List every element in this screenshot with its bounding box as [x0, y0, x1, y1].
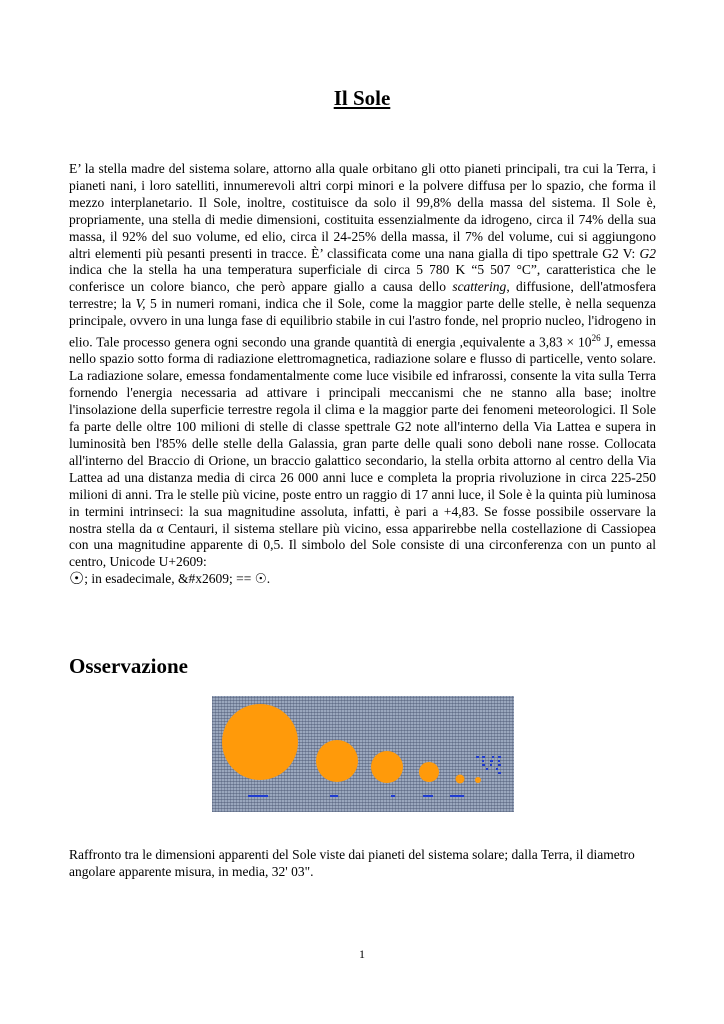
page-number: 1 — [359, 947, 365, 961]
paragraph-italic-g2: G2 — [639, 245, 656, 261]
disc-4 — [419, 762, 439, 782]
paragraph-text: E’ la stella madre del sistema solare, attorno alla quale orbitano gli otto pianeti principali, tra cui la Terra, i pianeti nani, i loro satelliti, innumerevoli altri corpi minori e la polvere diffusa per lo spazio, che forma il mezzo interplanetario. Il Sole, inoltre, costituisce da solo il 99,8% della massa del sistema. Il Sole è, propriamente, una stella di medie dimensioni, costituita essenzialmente da idrogeno, circa il 74% della sua massa, il 92% del suo volume, ed elio, circa il 24-25% della massa, il 7% del volume, cui si aggiungono altri elementi più pesanti presenti in tracce. È’ classificata come una nana gialla di tipo spettrale G2 V: — [69, 161, 656, 261]
disc-6 — [475, 777, 481, 783]
paragraph-text: J, emessa nello spazio sotto forma di radiazione elettromagnetica, radiazione solare e flusso di particelle, vento solare. La radiazione solare, emessa fondamentalmente come luce visibile ed infrarossi, consente la vita sulla Terra fornendo l'energia necessaria ad attivare i principali meccanismi che ne stanno alla base; inoltre l'insolazione della superficie terrestre regola il clima e la maggior parte dei fenomeni meteorologici. Il Sole fa parte delle oltre 100 milioni di stelle di classe spettrale G2 note all'interno della Via Lattea e supera in luminosità ben l'85% delle stelle della Galassia, gran parte delle quali sono deboli nane rosse. Collocata all'interno del Braccio di Orione, un braccio galattico secondario, la stella orbita attorno al centro della Via Lattea ad una distanza media di circa 26 000 anni luce e completa la propria rivoluzione in circa 225-250 milioni di anni. Tra le stelle più vicine, poste entro un raggio di 17 anni luce, il Sole è la quinta più luminosa in termini intrinseci: la sua magnitudine assoluta, infatti, è pari a +4,83. Se fosse possibile osservare la nostra stella da α Centauri, il sistema stellare più vicino, essa apparirebbe nella costellazione di Cassiopea con una magnitudine apparente di 0,5. Il simbolo del Sole consiste di una circonferenza con un punto al centro, Unicode U+2609: — [69, 334, 656, 570]
section-heading: Osservazione — [69, 654, 188, 678]
disc-3 — [371, 751, 403, 783]
page-title: Il Sole — [333, 86, 391, 110]
paragraph-text: indica che la stella ha una temperatura superficiale di circa 5 780 K “5 507 °C”, caratteristica che le conferisce un colore bianco, che però appare giallo a causa dello — [69, 262, 656, 295]
paragraph-italic-scattering: scattering — [452, 279, 507, 295]
body-paragraph — [69, 161, 656, 588]
figure-caption: Raffronto tra le dimensioni apparenti del Sole viste dai pianeti del sistema solare; dalla Terra, il diametro angolare apparente misura, in media, 32' 03". — [69, 847, 635, 879]
paragraph-text: , diffusione, dell'atmosfera terrestre; la — [69, 279, 656, 312]
paragraph-text: 5 in numeri romani, indica che il Sole, come la maggior parte delle stelle, è nella sequenza principale, ovvero in una lunga fase di equilibrio stabile in cui l'astro fonde, nel proprio nucleo, l'idrogeno in elio. Tale processo genera ogni secondo una grande quantità di energia ,equivalente a 3,83 × 10 — [69, 296, 656, 350]
sun-size-comparison-image — [212, 696, 514, 812]
disc-2 — [316, 740, 358, 782]
paragraph-text: ; in esadecimale, &#x2609; == ☉. — [84, 571, 271, 587]
disc-5 — [456, 775, 465, 784]
sun-discs-graphic — [212, 696, 514, 812]
disc-1 — [222, 704, 298, 780]
paragraph-italic-v: V, — [135, 296, 146, 312]
exponent: 26 — [591, 333, 601, 344]
sun-symbol-icon: ☉ — [69, 569, 85, 589]
